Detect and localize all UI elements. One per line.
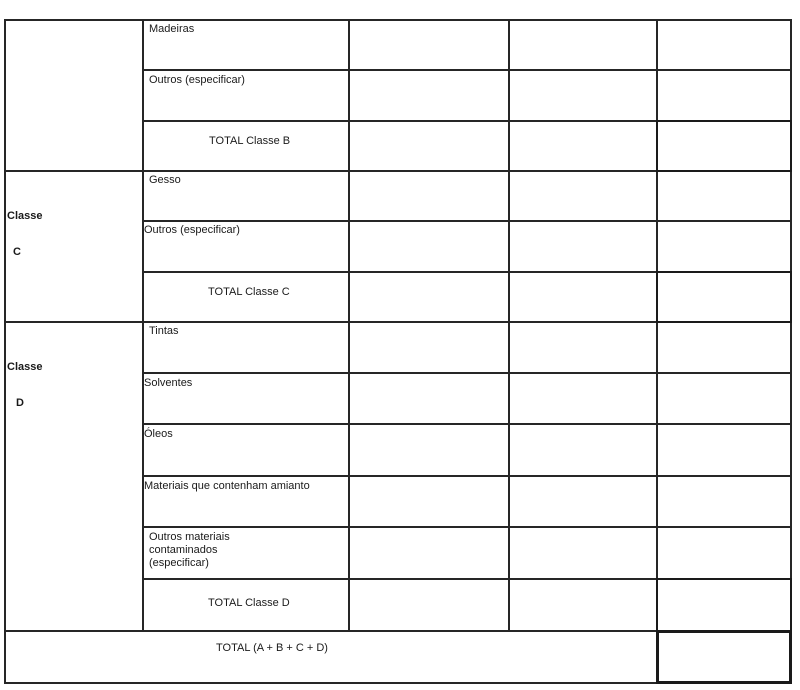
class-d-label: Classe	[7, 361, 43, 373]
class-c-label: Classe	[7, 210, 43, 222]
total-c-value-cell	[656, 271, 792, 323]
hline	[142, 526, 792, 528]
class-d-letter: D	[16, 397, 24, 409]
row-label-amianto: Materiais que contenham amianto	[144, 480, 310, 492]
hline	[142, 475, 792, 477]
total-b-label: TOTAL Classe B	[209, 135, 291, 147]
row-label-tintas: Tintas	[149, 325, 179, 337]
row-label-outros-b: Outros (especificar)	[149, 74, 245, 86]
vline	[508, 19, 510, 632]
row-label-oleos: Óleos	[144, 428, 173, 440]
hline	[4, 19, 792, 21]
row-label-madeiras: Madeiras	[149, 23, 195, 35]
row-label-outros-c: Outros (especificar)	[144, 224, 240, 236]
hline	[142, 372, 792, 374]
grand-total-value-cell	[656, 630, 792, 684]
total-d-label: TOTAL Classe D	[208, 597, 290, 609]
total-d-value-cell	[656, 578, 792, 632]
vline	[4, 19, 6, 684]
class-c-letter: C	[13, 246, 21, 258]
row-label-gesso: Gesso	[149, 174, 181, 186]
hline	[142, 220, 792, 222]
vline	[142, 19, 144, 632]
hline	[142, 423, 792, 425]
row-label-outros-contaminados: Outros materiais contaminados (especificar)	[149, 531, 230, 569]
vline	[348, 19, 350, 632]
row-label-solventes: Solventes	[144, 377, 193, 389]
total-c-label: TOTAL Classe C	[208, 286, 290, 298]
grand-total-label: TOTAL (A + B + C + D)	[216, 642, 328, 654]
hline	[142, 69, 792, 71]
total-b-value-cell	[656, 120, 792, 172]
